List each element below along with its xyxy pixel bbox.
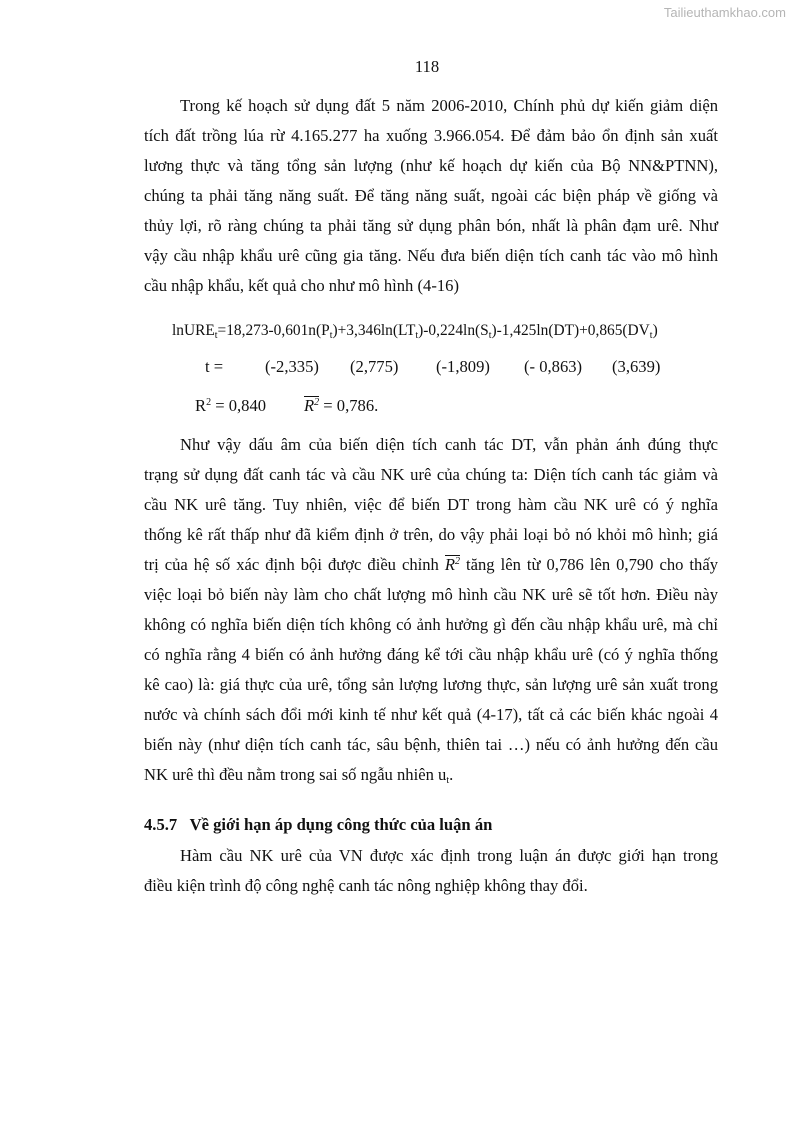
text-line: Như vậy dấu âm của biến diện tích canh tác DT, vẫn phản ánh đúng thực: [180, 435, 718, 454]
text-line: [144, 555, 718, 575]
text-line: điều kiện trình độ công nghệ canh tác nông nghiệp không thay đổi.: [144, 876, 588, 895]
text-line: việc loại bỏ biến này làm cho chất lượng mô hình cầu NK urê sẽ tốt hơn. Điều này: [144, 585, 718, 604]
text-line: thủy lợi, rõ ràng chúng ta phải tăng sử dụng phân bón, nhất là phân đạm urê. Như: [144, 216, 718, 235]
t-value: (3,639): [612, 357, 661, 376]
equation-subscript: t: [649, 330, 653, 341]
equation-subscript: t: [415, 330, 419, 341]
text-segment: NK urê thì đều nằm trong sai số ngẫu nhiên u: [144, 765, 447, 784]
section-number: 4.5.7: [144, 815, 178, 834]
equation-segment: )-1,425ln(DT)+0,865(DV: [491, 322, 650, 339]
subscript: t: [446, 775, 450, 786]
r2-value: = 0,840: [211, 396, 267, 415]
text-line: biến này (như diện tích canh tác, sâu bệnh, thiên tai …) nếu có ảnh hưởng đến cầu: [144, 735, 718, 754]
text-line: không có nghĩa biến diện tích không có ảnh hưởng gì đến cầu nhập khẩu urê, mà chỉ: [144, 615, 718, 634]
equation-subscript: t: [329, 330, 333, 341]
text-line: tích đất trồng lúa rừ 4.165.277 ha xuống 3.966.054. Để đảm bảo ổn định sản xuất: [144, 126, 718, 145]
t-value: (-1,809): [436, 357, 490, 376]
text-segment: tăng lên từ 0,786 lên 0,790 cho thấy: [466, 555, 718, 574]
text-line: Trong kế hoạch sử dụng đất 5 năm 2006-2010, Chính phủ dự kiến giảm diện: [180, 96, 718, 115]
section-title: Về giới hạn áp dụng công thức của luận án: [189, 815, 493, 834]
equation-subscript: t: [488, 330, 492, 341]
equation-segment: ): [652, 322, 658, 339]
page-number: 118: [414, 57, 440, 76]
adj-r2-exponent: 2: [455, 556, 461, 567]
r2-symbol: R: [195, 396, 207, 415]
adj-r2-inline: [445, 555, 460, 573]
adj-r2-value: = 0,786.: [319, 396, 379, 415]
equation-segment: =18,273-0,601n(P: [217, 322, 330, 339]
text-segment: .: [449, 765, 454, 784]
t-value: (2,775): [350, 357, 399, 376]
r-squared: [195, 396, 266, 416]
text-line: lương thực và tăng tổng sản lượng (như kế hoạch dự kiến của Bộ NN&PTNN),: [144, 156, 718, 175]
equation-subscript: t: [214, 330, 218, 341]
t-value: (- 0,863): [524, 357, 583, 376]
t-label: t =: [205, 357, 224, 376]
equation-segment: )+3,346ln(LT: [332, 322, 416, 339]
text-line: vậy cầu nhập khẩu urê cũng gia tăng. Nếu đưa biến diện tích canh tác vào mô hình: [144, 246, 718, 265]
text-line: thống kê rất thấp như đã kiểm định ở trên, do vậy phải loại bỏ nó khỏi mô hình; giá: [144, 525, 718, 544]
text-line: kê cao) là: giá thực của urê, tổng sản lượng lương thực, sản lượng urê sản xuất trong: [144, 675, 718, 694]
text-line: cầu nhập khẩu, kết quả cho như mô hình (4-16): [144, 276, 459, 295]
text-line: Hàm cầu NK urê của VN được xác định trong luận án được giới hạn trong: [180, 846, 718, 865]
r2-exponent: 2: [206, 397, 212, 408]
text-line: chúng ta phải tăng năng suất. Để tăng năng suất, ngoài các biện pháp về giống và: [144, 186, 718, 205]
adjusted-r-squared: [304, 396, 378, 416]
adj-r2-symbol: R: [444, 555, 456, 574]
watermark: Tailieuthamkhao.com: [663, 5, 786, 20]
adj-r2-exponent: 2: [314, 397, 320, 408]
text-line: có nghĩa rằng 4 biến có ảnh hưởng đáng kể tới cầu nhập khẩu urê (có ý nghĩa thống: [144, 645, 718, 664]
text-line: cầu NK urê tăng. Tuy nhiên, việc để biến DT trong hàm cầu NK urê có ý nghĩa: [144, 495, 718, 514]
text-line: nước và chính sách đổi mới kinh tế như kết quả (4-17), tất cả các biến khác ngoài 4: [144, 705, 718, 724]
text-line: [144, 765, 718, 785]
text-segment: trị của hệ số xác định bội được điều chỉnh: [144, 555, 439, 574]
t-value: (-2,335): [265, 357, 319, 376]
section-heading: [144, 815, 492, 835]
equation-segment: lnURE: [172, 322, 215, 339]
text-line: trạng sử dụng đất canh tác và cầu NK urê của chúng ta: Diện tích canh tác giảm và: [144, 465, 718, 484]
equation-segment: )-0,224ln(S: [418, 322, 489, 339]
regression-equation: [172, 321, 658, 341]
adj-r2-symbol: R: [304, 396, 315, 415]
r2-bar-symbol: [304, 396, 319, 414]
